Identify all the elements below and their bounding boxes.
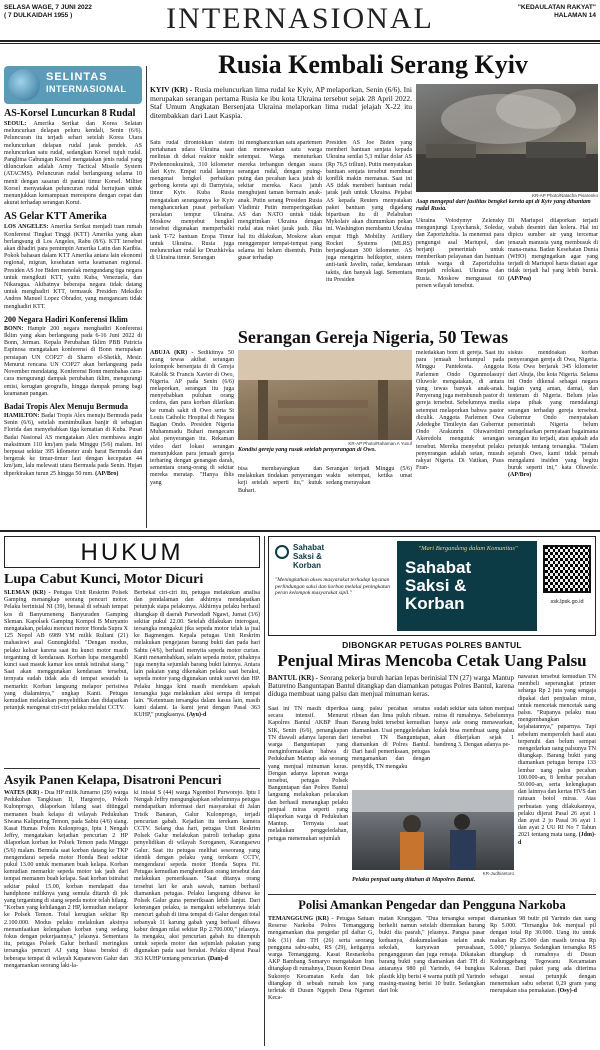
photo-credit: KR-Judhiantoro: [482, 871, 514, 876]
miras-photo: [352, 790, 514, 870]
story1-headline: Lupa Cabut Kunci, Motor Dicuri: [4, 572, 204, 587]
story1-col1: SLEMAN (KR) - Petugas Unit Reskrim Polsek Gamping menangkap seorang pencuri motor. Pelaku berinisial NI (39), berasal di sebuah tempat kos di Banyumeneng Banyuraden Gamping Sleman. Kapolsek Gamping Kompol B Muryanto mengatakan, pelaku mencuri motor Honda Supra X 125 Nopol AB 6989 YM milik Ruliani (21) mahasiswi asal Gunungkidul. "Dengan modus, pelaku keluar karena saat itu kunci motor masih tergantung di kendaraan. Korban lupa mengambil kunci saat masuk kamar kos untuk istirahat siang." Saat akan menggunakan kendaraan tersebut, ternyata sudah tidak ada di tempat sesudah ia memarkir. Korban langsung melapor peristiwa yang dialaminya," ungkap Kanit. Petugas kemudian melakukan penyelidikan dan didapatkan petunjuk mengenai ciri-ciri pelaku melalui CCTV.: [4, 590, 128, 712]
ad-quote: "Meningkatkan akses masyarakat terhadap layanan perlindungan saksi dan korban melalui peningkatan peran kelompok masyarakat sipil.": [275, 577, 391, 596]
kyiv-col4: Ukraina Volodymyr Zelensky mengunjungi Lysychansk, Soledar, dan Zaporizhzhia. Ia menemui para pengungsi asal Mariupol, dan berjanji pemerintah untuk memberikan pelayanan dan bantuan untuk warga di Zaporizhzhia menjadi relokasi. Ukraina dan Rusia. Moskow menguasai 60 persen wilayah tersebut.: [416, 218, 504, 289]
nigeria-col4: meledakkan bom di gereja. Saat itu para jemaah berkumpul pada Minggu Pantekosta. Anggota Parlemen Ondo Ogunmolasuyi Oluwole mengatakan, di antara yang tewas banyak anak-anak. Penyerang juga membunuh pastor di gereja tersebut. Sebelumnya media setempat melaporkan bahwa pastor diculik. Anggota Parlemen Owa Adedegbe Timileyin dan Gubernur Ondo Arakunrin Oluwarotimi Akeredolu mengutuk serangan tersebut. Mereka menyebut pelaku penyerangan adalah setan, musuh rakyat Nigeria. Di Vatikan, Paus Fran-: [416, 350, 504, 472]
kyiv-col5: Di Mariupol dilaporkan terjadi wabah desentri dan kolera. Hal ini dipicu sumber air yang tercemar jenazah manusia yang membusuk di mana-mana. Badan Kesehatan Dunia (WHO) mengingatkan agar yang terjadi di Mariupol harus diatasi agar tidak terjadi hal yang lebih buruk. (AP/Pea): [508, 218, 598, 282]
qr-code-icon: [543, 545, 591, 593]
miras-kicker: DIBONGKAR PETUGAS POLRES BANTUL: [342, 640, 522, 650]
masthead-rule: [0, 40, 600, 42]
story-headline: Badai Tropis Alex Menuju Bermuda: [4, 401, 129, 411]
nigeria-headline: Serangan Gereja Nigeria, 50 Tewas: [237, 327, 509, 347]
page-number: HALAMAN 14: [554, 12, 596, 19]
story-divider: [268, 894, 596, 895]
hukum-banner: [4, 536, 260, 568]
banner-line2: INTERNASIONAL: [46, 84, 127, 94]
story-body: SEOUL: Amerika Serikat dan Korea Selatan meluncurkan delapan peluru kendali, Senin (6/6). Peluncuran itu terjadi sehari setelah Korea Utara meluncurkan delapan rudal jarak pendek. AS meluncurkan satu rudal, sedangkan Korsel tujuh rudal. Panglima Gabungan Korsel mengatakan jenis rudal yang diluncurkan adalah Army Tactical Missile System (ATACMS). Peluncuran rudal berlangsung selama 10 menit dengan sasaran di pantai timur Korsel. Militer Korsel menyatakan peluncuran rudal bertujuan untuk menunjukkan kemampuan merespons dengan cepat dan akurat terhadap serangan Korut.: [4, 121, 142, 207]
photo-caption: Asap mengepul dari fasilitas bengkel kereta api di Kyiv yang dihantam rudal Rusia.: [416, 199, 591, 212]
selintas-sidebar: [4, 66, 142, 526]
column-divider: [146, 66, 147, 528]
nigeria-col1: ABUJA (KR) - Sedikitnya 50 orang tewas akibat serangan kelompok bersenjata di di Gereja Katolik St Francis Xavier di Owo, Nigeria. AP pada Senin (6/6) melaporkan, serangan itu juga menyebabkan puluhan orang cedera, dan para korban dilarikan ke rumah sakit di Owo serta St Louis Catholic Hospital di Negara Bagian Ondo. Presiden Nigeria Muhammadu Buhari mengecam aksi penyerangan itu. Rekaman video dari lokasi serangan menunjukkan para jemaah gereja terbaring dengan genangan darah, sementara orang-orang di sekitar mereka meratap. "Hanya iblis yang: [150, 350, 234, 486]
kyiv-photo: [416, 84, 598, 192]
miras-lead: BANTUL (KR) - Seorang pekerja buruh harian lepas berinisial TN (27) warga Mantup Baturetno Banguntapan Bantul ditangkap dan diamankan petugas Polres Bantul, karena diduga membuat uang palsu dan menjual minuman keras.: [268, 674, 514, 698]
kyiv-col1: Satu rudal dirontokkan sistem pertahanan udara Ukraina saat melintas di dekat reaktor nuklir Pivdennoukrainsk, 310 kilometer dari Kyiv. Empat rudal lainnya mengenai bengkel perbaikan gerbong kereta api di Darnytsia, timur Kyiv. Kuba Rusia mengatakan serangannya ke Kyiv menghancurkan pusat perbaikan peralatan tempur Ukraina. Moskow menyebut bengkel tersebut digunakan memperbaiki tank T-72 bantuan Eropa Timur untuk Ukraina. Rusia juga meluncurkan rudal ke Druzhkivka di Ukraina timur. Serangan: [150, 140, 234, 262]
ad-url: ssk.lpsk.go.id: [550, 599, 584, 605]
ad-slogan: "Mari Bergandeng dalam Komunitas": [418, 545, 518, 552]
story-body: BONN: Hampir 200 negara menghadiri Konferensi Iklim yang akan berlangsung pada 6-16 Juni 2022 di Bonn, Jerman. Kepala Perubahan Iklim PBB Patricia Espinosa mengatakan konferensi di Bonn merupakan persiapan UN COP27 di Sharm el-Sheikh, Mesir. Menurut rencana UN COP27 akan berlangsung pada November mendatang. Konferensi Bonn membahas cara-cara mengurangi dampak perubahan iklim, mengurangi emisi, kerugian geografis, hingga dampak perang bagi keamanan pangan.: [4, 325, 142, 397]
story-headline: AS Gelar KTT Amerika: [4, 211, 107, 223]
nigeria-photo: [238, 350, 412, 440]
story-body: LOS ANGELES: Amerika Serikat menjadi tuan rumah Konferensi Tingkat Tinggi (KTT) Amerika yang akan berlangsung di Los Angeles, Rabu (8/6). KTT tersebut akan dihadiri para pemimpin Amerika Latin dan Karibia. Pokok bahasan dalam KTT Amerika antara lain ekonomi regional, migran, kesehatan serta keamanan regional. Presiden AS Joe Biden menolak mengundang tiga negara untuk mengikuti KTT, yaitu Kuba, Venezuela, dan Nikaragua. Akibatnya beberapa negara tidak datang untuk menghadiri KTT, termasuk Presiden Meksiko Andres Manuel Lopez Obrador, yang mengancam tidak menghadiri KTT.: [4, 224, 142, 310]
column-divider: [264, 536, 265, 1046]
lpsk-logo-icon: [275, 545, 289, 559]
narkoba-headline: Polisi Amankan Pengedar dan Pengguna Narkoba: [298, 898, 566, 912]
kyiv-photo-art: [416, 84, 598, 192]
miras-col4: nawaran tersebut kemudian TN membeli seperangkat printer seharga Rp 2 juta yang sengaja dipakai dari penjualan miras, untuk mencetak mencetak uang palsu. "Rupanya pelaku mau mengembangkan kejahatannya," paparnya. Tapi sebelum memperoleh hasil atau terpenuhi dan belum sempat mengedarkan uang palsunya TN ditangkap. Barang bukti yang diamankan petugas berupa 133 lembar uang palsu pecahan 100.000-an, 8 lembar pecahan 50.000-an, serta kelengkapan dan lainnya dan kertas HVS dan ratusan botol miras. Atas perbuatan yang dilakukannya, pelaku dijerat Pasal 26 ayat 1 dan ayat 2 jo Pasal 36 ayat 1 dan ayat 2 UU RI No 7 Tahun 2021 tentang mata uang. (Jdm)-d: [518, 674, 596, 846]
ad-big-title: Sahabat Saksi & Korban: [405, 559, 472, 613]
masthead-publisher: [518, 4, 596, 20]
masthead-rule-thin: [0, 43, 600, 44]
nigeria-col2: bisa membayangkan dan melakukan tindakan penyerangan keji setelah seperti itu," kutuk Buhari.: [238, 466, 322, 494]
nigeria-photo-art: [238, 350, 412, 440]
story2-headline: Asyik Panen Kelapa, Disatroni Pencuri: [4, 772, 222, 787]
photo-credit: KR-AP Photo/Rahaman A Yusuf: [348, 441, 412, 446]
miras-col2: uang palsu pecahan seratus ribuan dan lima puluh ribuan. Barang bukti tersebut kemudian diamankan. Usai penggeledahan tersebut TN Banguntapan, diamankan di Polres Bantul. Dari hasil pemeriksaan, petugas mengamankan dan dengan penyidik, TN mengaku: [352, 706, 430, 770]
kyiv-headline: Rusia Kembali Serang Kyiv: [218, 50, 528, 79]
nigeria-col5: siskus mendoakan korban penyerangan gereja di Owa, Nigeria. Kota Owa berjarak 345 kilometer dari Abuja, ibu kota Nigeria. Selama ini Ondo dikenal sebagai negara bagian yang aman, damai, dan tenteram di Nigeria. Belum jelas siapa pihak yang mendalangi serangan terhadap gereja tersebut. Gubernur Ondo menyatakan pemerintah Nigeria belum mengeluarkan pernyataan bagaimana serangan itu terjadi, atau apakah ada petunjuk tentang tersangka. "Dalam sejarah Owo, kami tidak pernah mengalami insiden yang begitu buruk seperti ini," kata Oluwole. (AP/Bro): [508, 350, 598, 479]
story2-col1: WATES (KR) - Dua HP milik Jumarno (29) warga Pedukuhan Tangkisan II, Hargorejo, Pokoh Kulonprogo, dilaporkan hilang saat ditinggal memanen buah kelapa di wilayah Pedukuhan Siwana Kalipuring Temon, pada Sabtu (4/6) siang. Kasat Humas Polres Kulonprogo, Iptu I Nengah Jeffry, mengatakan kejadian pencurian 2 HP dilaporkan korban ke Polsek Temon pada Minggu (5/6) malam. Bermula saat korban datang ke TKP mengendarai sepeda motor Honda Beat sekitar pukul 13.00 untuk memanen buah kelapa. Korban kemudian memarkir sepeda motor tak jauh dari tempat memanen buah kelapa. Saat korban istirahat sekitar pukul 15.00, korban mendapati dua handphone miliknya yang semula ditaruh di jok yang tergantung di stang sepeda motor telah hilang. "Korban yang kehilangan 2 HP, kemudian melapor ke Polsek Temon. Total kerugian sekitar Rp 2.100.000. Modus pelaku melakukan aksinya memanfaatkan kelengahan korban yang sedang fokus dengan pekerjaannya," jelasnya. Sementara itu, petugas Polsek Galur berhasil meringkus tersangka pencuri AJ yang biasa beraksi di beberapa tempat di wilayah Kapanewon Galur dan mengamankan seorang laki-la-: [4, 790, 128, 969]
kyiv-col2: ini menghancurkan satu apartemen dan menewaskan satu warga setempat. Warga menuturkan mereka terbangun dengan suara serangan rudal, dengan puing-puing dan pecahan kaca jatuh di sekitar mereka. Kaca jatuh menghujani taman bermain anak-anak. Putin serang Presiden Rusia Vladimir Putin memperingatkan AS dan NATO untuk tidak mengirimkan Ukraina dengan rudal atau roket jarak jauh. Jika hal itu dilakukan, Moskow akan menggempur tempat-tempat yang selama ini belum disentuh. Putin gusar terhadap: [238, 140, 322, 262]
nigeria-col3: Serangan terjadi Minggu (5/6) waktu setempat, ketika umat sedang merayakan: [326, 466, 412, 487]
ad-left-box: [273, 541, 393, 631]
story-divider: [4, 768, 260, 769]
date-line: SELASA WAGE, 7 JUNI 2022: [4, 4, 92, 11]
section-title: INTERNASIONAL: [166, 2, 434, 35]
story1-col2: Berbekal ciri-ciri itu, petugas melakukan analisa dan pendalaman dan akhirnya mendapatkan petunjuk siapa pelakunya. Akhirnya pelaku berhasil ditangkap di daerah Purwodadi Ngawi, Jumat (3/6) sekitar pukul 22.00. Setelah dilakukan interogasi, tersangka mengakui jika sepeda motor telah ia jual ke Bagmengen. Kepala petugas Unit Reskrim melakukan pengejaran barang bukti dan pada hari Sabtu (4/6), berhasil menyita sepeda motor curian. Kanit menambahkan, selain sepeda motor, pihaknya juga menyita sejumlah barang bukti lainnya. Antara lain pakaian yang dikenakan pelaku saat beraksi, sepeda motor yang digunakan untuk survei dan HP. Pelaku hingga kini masih mendekam apakah tersangka juga melakukan aksi serupa di tempat lain. "Ketentuan tersangka dalam kasus lain, masih kami dalami. Ia kami jerat dengan Pasal 363 KUHP," pungkasnya. (Ayu)-d: [134, 590, 260, 719]
story-headline: AS-Korsel Luncurkan 8 Rudal: [4, 108, 136, 119]
banner-line1: SELINTAS: [46, 71, 108, 83]
miras-col3: sudah sekitar satu tahun menjual miras di rumahnya. Sebelumnya hanya ada orang menawarkan, kulak bisa membuat uang palsu akan dikerjakan sejak 1 bandreng 3. Dengan adanya pe-: [434, 706, 514, 749]
section-rule: [0, 530, 600, 532]
globe-icon: [8, 69, 40, 101]
photo-credit: KR-AP Photo/Natacha Pisarenko: [532, 193, 598, 198]
publisher-name: "KEDAULATAN RAKYAT": [517, 4, 596, 11]
miras-col1: Saat ini TN masih diperiksa secara intensif. Menurut Kapolres Bantul AKBP Ihsan SIK, Senin (6/6), penangkapan TN diawali adanya laporan dari warga Banguntapan yang menginformasikan bahwa di Pedukuhan Mantup ada seorang yang menjual minuman keras. Dengan adanya laporan warga tersebut, petugas Polsek Banguntapan dan Polres Bantul langsung melakukan pelacakan dan berhasil menangkap pelaku penjual miras seperti yang dilaporkan warga di Pedukuhan Mantup. Ternyata saat melakukan penggeledahan, petugas menemukan sejumlah: [268, 706, 348, 842]
story-body: HAMILTON: Badai Tropis Alex menuju Bermuda pada Senin (6/6), setelah menimbulkan banjir di sebagian Florida dan menyebabkan tiga kematian di Kuba. Pusat Badai Nasional AS mengatakan Alex membawa angin maksimum 110 km/jam pada Minggu (5/6) malam. Ini berpusat sekitar 395 kilometer arah barat Bermuda dan bergerak ke timur-timur laut dengan kecepatan 44 km/jam, lalu melewati utara Bermuda pada Senin. Hujan diperkirakan turun 25 hingga 50 mm. (AP/Bro): [4, 412, 142, 477]
miras-headline: Penjual Miras Mencoba Cetak Uang Palsu: [277, 651, 587, 670]
ad-box-title: Sahabat Saksi & Korban: [293, 543, 325, 570]
story-headline: 200 Negara Hadiri Konferensi Iklim: [4, 314, 128, 324]
hijri-line: ( 7 DULKAIDAH 1955 ): [4, 12, 73, 19]
narkoba-col2: matan Kranggan. "Dua tersangka sempat berkelit namun setelah ditemukan barang bukti dia pasrah," jelasnya. Pangsa pasar keduanya, diakumulasikan selain anak sekolah, karyawan perusahaan, pengangguran dan juga remaja. Dikatakan barang bukti yang diamankan dari TH di antaranya 980 pil Yarindo, 64 bungkus plastik klip berisi 4 warna putih pil Yarindo masing-masing berisi 10 butir. Sedangkan dari Iok: [379, 916, 485, 995]
ad-lpsk: [268, 536, 596, 636]
kyiv-col3: Presiden AS Joe Biden yang memberi bantuan senjata kepada Ukraina senilai 5,3 miliar dolar AS (Rp 76,5 triliun). Putin menyatakan bantuan senjata tersebut membuat konflik makin memanas. Saat ini AS tidak memberi bantuan rudal jarak jauh untuk Ukraina. Pejabat AS kepada Reuters menyatakan paket bantuan yang digadang bipartisan itu di Pelabuhan Mykolaiv akan diumumkan pekan ini. Washington membantu Ukraina empat High Mobility Artillery Rocket Systems (MLRS) berjangkauan 300 kilometer. AS juga mengirim helikopter, sistem anti-tank Javelin, radar, kendaraan taktis, dan banyak lagi. Sementara itu Presiden: [326, 140, 412, 283]
miras-photo-art: [352, 790, 514, 870]
photo-caption: Kondisi gereja yang rusak setelah penyerangan di Owo.: [238, 447, 377, 453]
photo-caption: Pelaku penjual uang ditahan di Mapolres Bantul.: [352, 877, 476, 883]
selintas-banner: [4, 66, 142, 104]
narkoba-col1: TEMANGGUNG (KR) - Petugas Satuan Reserse Narkoba Polres Temanggung mengamankan dua pengedar pil daftar G, Iok (31) dan TH (26) serta seorang pengguna sabu-sabu, RS (29), ketiganya warga Temanggung. Kasat Resnarkoba AKP Bambang Sumaryo mengatakan Iran ditangkap di rumahnya, Dusun Kemiri Desa Sukorejo Kecamatan Kedu dan Iok ditangkap di sebuah rumah kos yang terletak di Dusun Ngepeh Desa Ngemet Keca-: [268, 916, 374, 1002]
ad-main-panel: [397, 541, 537, 631]
narkoba-col3: diamankan 98 butir pil Yarindo dan uang Rp 5.000. "Tersangka Iok menjual pil dengan total Rp 30.000. Uang itu untuk makan Rp 25.000 dan masih tersisa Rp 5.000," jelasnya. Sedangkan tersangka RS ditangkap di rumahnya di Dusun Kedunggebang Tegowanu Kecamatan Kaloran. Dari paket yang ada diterima sebagai sesuai petunjuk dengan menemukan sabu seberat 0,29 gram yang merupakan sisa pemakaian. (Osy)-d: [490, 916, 596, 995]
story2-col2: ki inisial S (44) warga Ngombol Purworejo. Iptu I Nengah Jeffry mengungkapkan sebelumnya petugas mendapatkan informasi dari masyarakat di Jalan Trisik Banaran, Galur Kulonprogo, terjadi pencurian gabah. Kejadian itu terekam kamera CCTV. Selang dua hari, petugas Unit Reskrim Polsek Galur melakukan patroli terhadap guna penyelidikan di wilayah Soroganen, Karangsewu Galur. Saat itu petugas melihat seseorang yang identik dengan pelaku yang terekam CCTV, mengendarai sepeda motor Honda Supra Fit. Petugas kemudian menghentikan orang tersebut dan melakukan pemeriksaan. "Saat ditanya orang tersebut lari ke arah sawah, namun berhasil diamankan petugas. Pelaku langsung dibawa ke Polsek Galur guna pemeriksaan lebih lanjut. Dari keterangan pelaku, ia mengakui sebelumnya telah mencuri gabah di tima tempat di Galur dengan total sebanyak 11 karung gabah yang berhasil dibawa kabur dengan nilai sekitar Rp 2.700.000," jelasnya. Ia mengaku, aksi pencurian gabah itu ditempuh untuk sepeda motor dan sejumlah pakaian yang digunakan pada saat beraksi. Pelaku dijerat Pasal 363 KUHP tentang pencurian. (Dan)-d: [134, 790, 260, 962]
hukum-title: HUKUM: [80, 539, 184, 566]
kyiv-lead: KYIV (KR) - Rusia meluncurkan lima rudal ke Kyiv, AP melaporkan, Senin (6/6). Ini merupakan serangan pertama Rusia ke ibu kota Ukraina tersebut sejak 28 April 2022. Staf Umum Angkatan Bersenjata Ukraina melaporkan lima rudal jelajah X-22 itu ditembakkan dari Laut Kaspia.: [150, 86, 412, 120]
